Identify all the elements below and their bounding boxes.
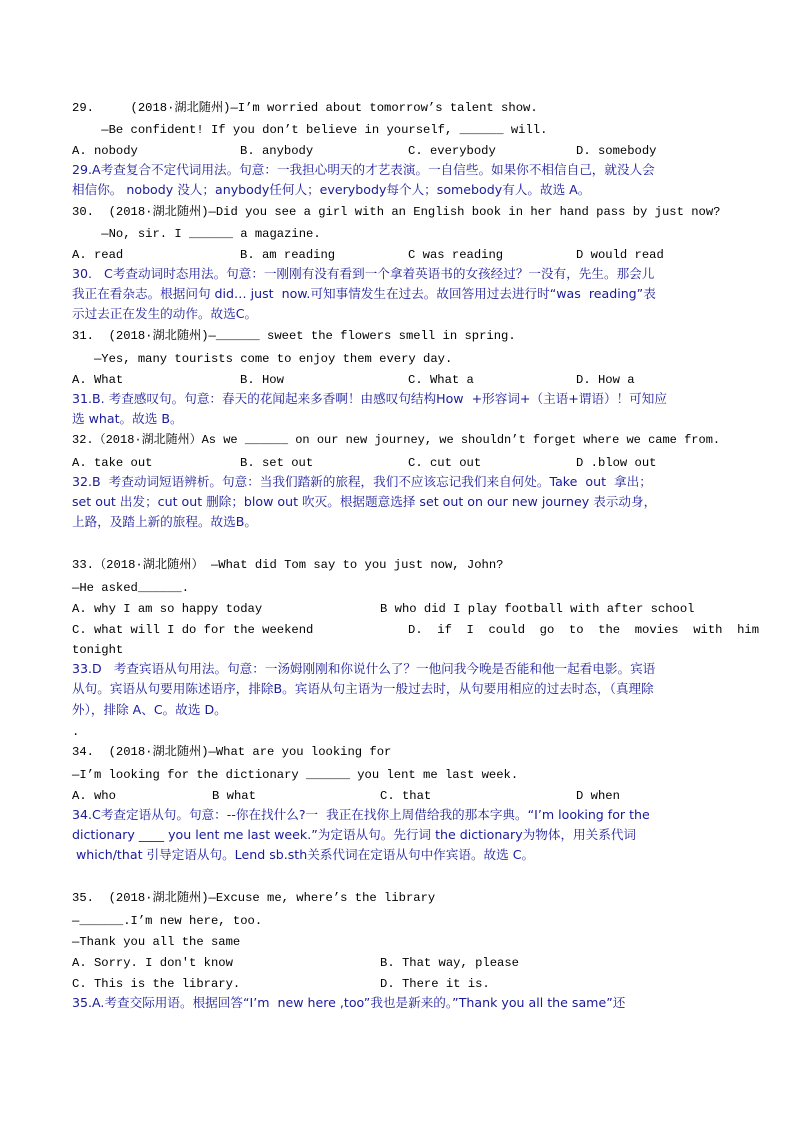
question-30-option-b: B. am reading bbox=[240, 248, 336, 262]
question-30-stem: 30. (2018·湖北随州)—Did you see a girl with an English book in her hand pass by just now? bbox=[72, 205, 721, 219]
question-31-option-a: A. What bbox=[72, 373, 124, 387]
question-29-line: —Be confident! If you don’t believe in yourself, ______ will. bbox=[72, 123, 548, 137]
question-31-option-d: D. How a bbox=[576, 373, 635, 387]
answer-33-line2: 从句。宾语从句要用陈述语序，排除B。宾语从句主语为一般过去时，从句要用相应的过去时态，（真理除 bbox=[72, 681, 654, 696]
question-31-option-b: B. How bbox=[240, 373, 284, 387]
question-32-option-b: B. set out bbox=[240, 456, 314, 470]
question-29-option-d: D. somebody bbox=[576, 144, 657, 158]
question-32-option-c: C. cut out bbox=[408, 456, 482, 470]
question-31-line: —Yes, many tourists come to enjoy them every day. bbox=[72, 352, 453, 366]
question-30-line: —No, sir. I ______ a magazine. bbox=[72, 227, 321, 241]
question-33-line: —He asked______. bbox=[72, 581, 190, 595]
answer-33-line3: 外），排除 A、C。故选 D。 bbox=[72, 702, 227, 717]
question-29-option-a: A. nobody bbox=[72, 144, 138, 158]
answer-29-line2: 相信你。 nobody 没人；anybody任何人；everybody每个人；somebody有人。故选 A。 bbox=[72, 182, 591, 197]
answer-34-line3: which/that 引导定语从句。Lend sb.sth关系代词在定语从句中作宾语。故选 C。 bbox=[72, 847, 535, 862]
question-31-stem: 31. (2018·湖北随州)—______ sweet the flowers smell in spring. bbox=[72, 329, 516, 343]
question-32-stem: 32.（2018·湖北随州）As we ______ on our new journey, we shouldn’t forget where we came from. bbox=[72, 433, 721, 447]
question-29-stem: 29. (2018·湖北随州)—I’m worried about tomorrow’s talent show. bbox=[72, 101, 538, 115]
question-35-option-c: C. This is the library. bbox=[72, 977, 241, 991]
answer-32-line1: 32.B 考查动词短语辨析。句意：当我们踏新的旅程，我们不应该忘记我们来自何处。Take out 拿出； bbox=[72, 474, 652, 489]
question-30-option-d: D would read bbox=[576, 248, 664, 262]
answer-32-line3: 上路，及踏上新的旅程。故选B。 bbox=[72, 514, 257, 529]
answer-34-line1: 34.C考查定语从句。句意：--你在找什么?一 我正在找你上周借给我的那本字典。“I’m looking for the bbox=[72, 807, 650, 822]
question-34-option-d: D when bbox=[576, 789, 620, 803]
answer-29-line1: 29.A考查复合不定代词用法。句意：一我担心明天的才艺表演。一自信些。如果你不相信自己，就没人会 bbox=[72, 162, 655, 177]
question-35-option-a: A. Sorry. I don't know bbox=[72, 956, 233, 970]
question-35-stem: 35. (2018·湖北随州)—Excuse me, where’s the library bbox=[72, 891, 436, 905]
answer-35-line1: 35.A.考查交际用语。根据回答“I’m new here ,too”我也是新来的。”Thank you all the same”还 bbox=[72, 995, 626, 1010]
question-31-option-c: C. What a bbox=[408, 373, 474, 387]
question-29-option-c: C. everybody bbox=[408, 144, 496, 158]
question-32-option-d: D .blow out bbox=[576, 456, 657, 470]
question-34-stem: 34. (2018·湖北随州)—What are you looking for bbox=[72, 745, 392, 759]
question-34-option-b: B what bbox=[212, 789, 256, 803]
answer-33-line1: 33.D 考查宾语从句用法。句意：一汤姆刚刚和你说什么了？一他问我今晚是否能和他一起看电影。宾语 bbox=[72, 661, 656, 676]
stray-dot: . bbox=[72, 725, 80, 739]
answer-31-line2: 选 what。故选 B。 bbox=[72, 411, 183, 426]
question-34-option-c: C. that bbox=[380, 789, 432, 803]
question-35-line3: —Thank you all the same bbox=[72, 935, 241, 949]
answer-30-line2: 我正在看杂志。根据问句 did… just now.可知事情发生在过去。故回答用过去进行时“was reading”表 bbox=[72, 286, 656, 301]
question-33-option-d-cont: tonight bbox=[72, 643, 124, 657]
answer-32-line2: set out 出发；cut out 删除；blow out 吹灭。根据题意选择 set out on our new journey 表示动身， bbox=[72, 494, 657, 509]
answer-31-line1: 31.B. 考查感叹句。句意：春天的花闻起来多香啊！由感叹句结构How +形容词+（主语+谓语）！可知应 bbox=[72, 391, 667, 406]
question-32-option-a: A. take out bbox=[72, 456, 153, 470]
question-35-option-d: D. There it is. bbox=[380, 977, 490, 991]
question-33-option-c: C. what will I do for the weekend bbox=[72, 623, 314, 637]
question-30-option-a: A. read bbox=[72, 248, 124, 262]
question-33-stem: 33.（2018·湖北随州） —What did Tom say to you just now, John? bbox=[72, 558, 504, 572]
question-33-option-b: B who did I play football with after school bbox=[380, 602, 695, 616]
question-35-line: —______.I’m new here, too. bbox=[72, 914, 263, 928]
question-34-line: —I’m looking for the dictionary ______ you lent me last week. bbox=[72, 768, 519, 782]
answer-34-line2: dictionary ____ you lent me last week.”为定语从句。先行词 the dictionary为物体，用关系代词 bbox=[72, 827, 637, 842]
question-35-option-b: B. That way, please bbox=[380, 956, 519, 970]
question-33-option-a: A. why I am so happy today bbox=[72, 602, 263, 616]
question-34-option-a: A. who bbox=[72, 789, 116, 803]
question-29-option-b: B. anybody bbox=[240, 144, 314, 158]
question-33-option-d: D. if I could go to the movies with him bbox=[408, 623, 760, 637]
answer-30-line3: 示过去正在发生的动作。故选C。 bbox=[72, 306, 258, 321]
answer-30-line1: 30. C考查动词时态用法。句意：一刚刚有没有看到一个拿着英语书的女孩经过？一没有，先生。那会儿 bbox=[72, 266, 655, 281]
question-30-option-c: C was reading bbox=[408, 248, 504, 262]
